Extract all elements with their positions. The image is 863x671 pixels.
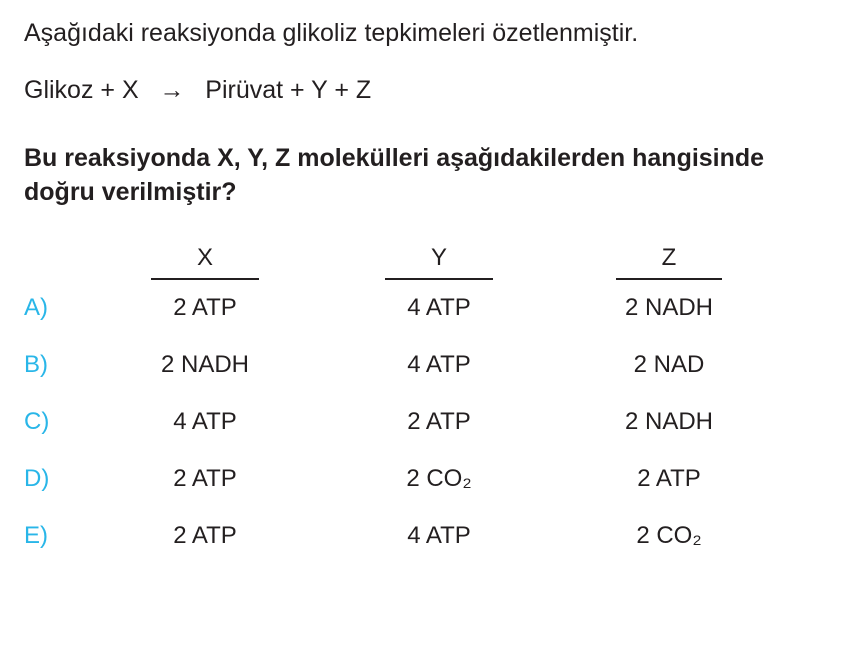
- option-b-x: 2 NADH: [160, 351, 250, 378]
- column-header-x-label: X: [151, 244, 259, 280]
- option-c-y: 2 ATP: [407, 408, 471, 435]
- option-letter-a[interactable]: A): [24, 294, 48, 321]
- option-e-y: 4 ATP: [407, 522, 471, 549]
- option-d-z: 2 ATP: [637, 465, 701, 492]
- table-row[interactable]: [24, 280, 784, 337]
- header-spacer: [24, 244, 86, 280]
- option-letter-c[interactable]: C): [24, 408, 50, 435]
- table-row[interactable]: [24, 508, 784, 565]
- column-header-y-label: Y: [385, 244, 493, 280]
- option-b-z: 2 NAD: [633, 351, 705, 378]
- option-e-z: 2 CO₂: [636, 522, 702, 549]
- option-a-z: 2 NADH: [624, 294, 714, 321]
- question-prompt: Bu reaksiyonda X, Y, Z molekülleri aşağıdakilerden hangisinde doğru verilmiştir?: [24, 143, 765, 206]
- option-letter-e[interactable]: E): [24, 522, 48, 549]
- option-a-y: 4 ATP: [407, 294, 471, 321]
- answer-options-table: [24, 244, 784, 565]
- table-row[interactable]: [24, 337, 784, 394]
- option-c-x: 4 ATP: [173, 408, 237, 435]
- option-b-y: 4 ATP: [407, 351, 471, 378]
- column-header-y: [324, 244, 554, 280]
- intro-text: Aşağıdaki reaksiyonda glikoliz tepkimeleri özetlenmiştir.: [24, 19, 639, 47]
- option-c-z: 2 NADH: [624, 408, 714, 435]
- option-letter-b[interactable]: B): [24, 351, 48, 378]
- option-e-x: 2 ATP: [173, 522, 237, 549]
- column-header-z-label: Z: [616, 244, 723, 280]
- reaction-equation: Glikoz + X → Pirüvat + Y + Z: [24, 76, 372, 105]
- option-letter-d[interactable]: D): [24, 465, 50, 492]
- column-header-x: [86, 244, 324, 280]
- table-header-row: [24, 244, 784, 280]
- table-row[interactable]: [24, 451, 784, 508]
- option-d-x: 2 ATP: [173, 465, 237, 492]
- column-header-z: [554, 244, 784, 280]
- table-row[interactable]: [24, 394, 784, 451]
- option-d-y: 2 CO₂: [406, 465, 472, 492]
- option-a-x: 2 ATP: [173, 294, 237, 321]
